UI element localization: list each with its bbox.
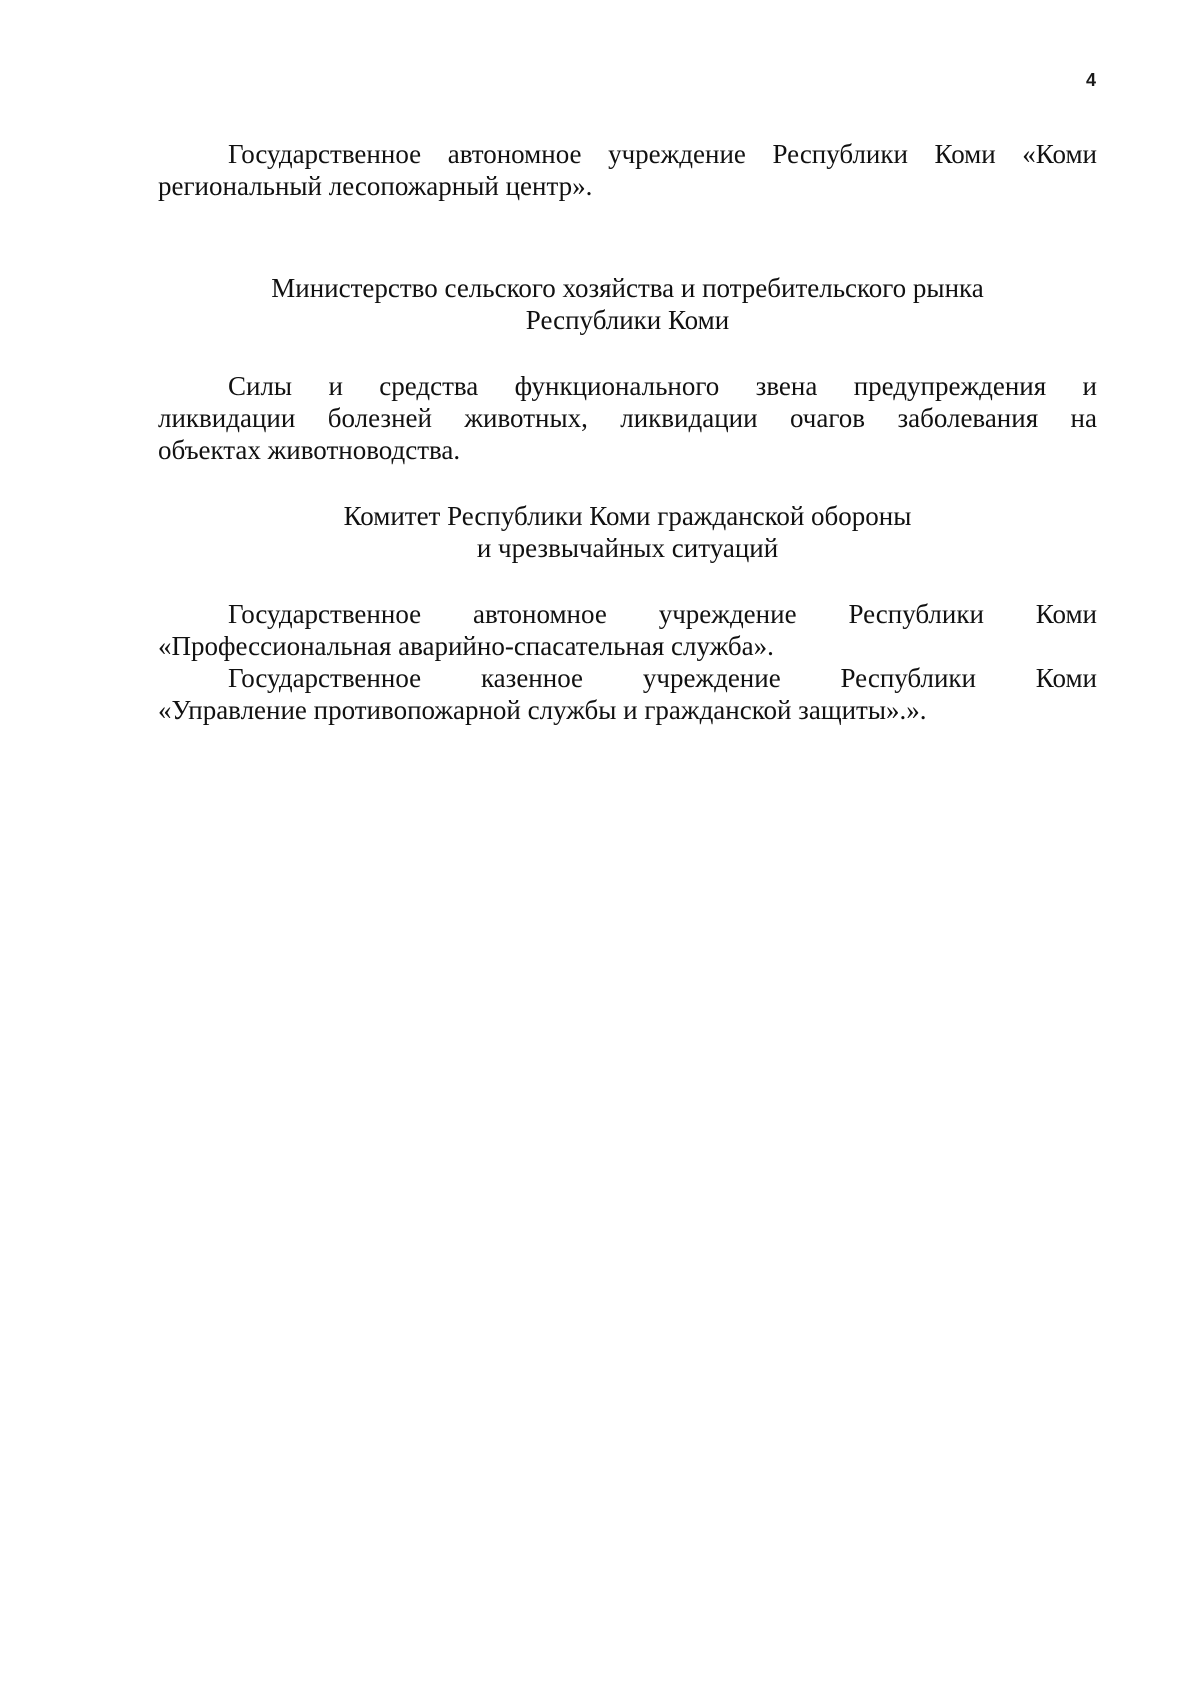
paragraph-line: Государственное казенное учреждение Республики Коми (228, 663, 1097, 693)
paragraph-forest-fire-center (158, 138, 1097, 202)
paragraph-fire-service (158, 662, 1097, 726)
paragraph-line: «Профессиональная аварийно-спасательная служба». (158, 631, 774, 661)
paragraph-animal-diseases (158, 370, 1097, 466)
document-body (158, 138, 1097, 726)
heading-civil-defense-committee (158, 500, 1097, 564)
paragraph-rescue-service (158, 598, 1097, 662)
paragraph-line: региональный лесопожарный центр». (158, 171, 593, 201)
paragraph-line: Государственное автономное учреждение Республики Коми «Коми (228, 139, 1097, 169)
paragraph-line: объектах животноводства. (158, 435, 461, 465)
page-number: 4 (1086, 70, 1097, 90)
heading-ministry-agriculture (158, 272, 1097, 336)
paragraph-line: Государственное автономное учреждение Республики Коми (228, 599, 1097, 629)
heading-line: Республики Коми (525, 305, 730, 335)
paragraph-line: ликвидации болезней животных, ликвидации очагов заболевания на (158, 403, 1097, 433)
heading-line: Министерство сельского хозяйства и потребительского рынка (271, 273, 984, 303)
paragraph-line: «Управление противопожарной службы и гражданской защиты».». (158, 695, 927, 725)
heading-line: Комитет Республики Коми гражданской обороны (343, 501, 912, 531)
heading-line: и чрезвычайных ситуаций (476, 533, 779, 563)
paragraph-line: Силы и средства функционального звена предупреждения и (228, 371, 1097, 401)
